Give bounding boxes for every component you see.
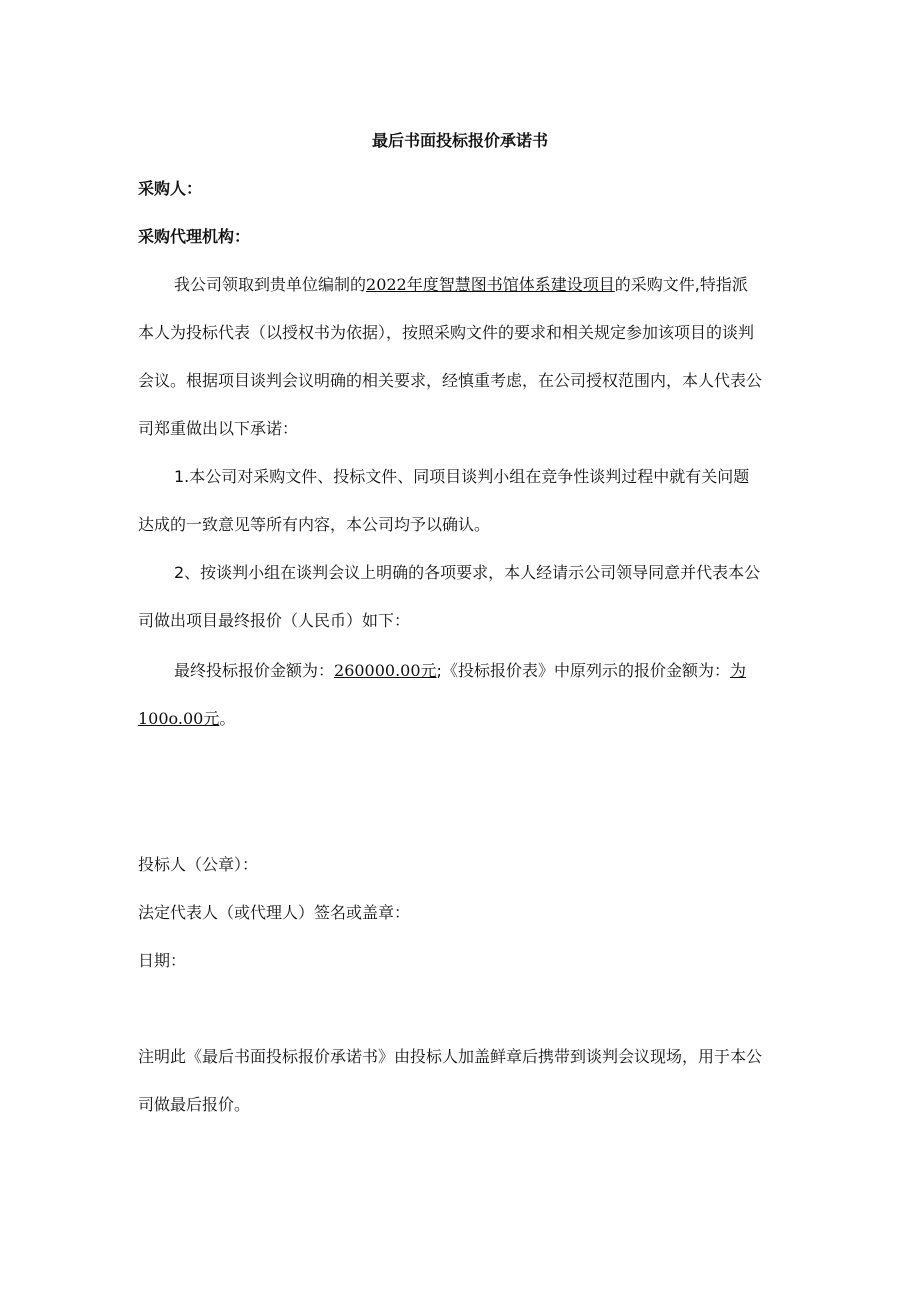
- document-title: 最后书面投标报价承诺书: [371, 131, 548, 150]
- item1-line-2: 达成的一致意见等所有内容，本公司均予以确认。: [138, 515, 491, 534]
- intro-prefix: 我公司领取到贵单位编制的: [174, 275, 367, 294]
- purchaser-label: 采购人：: [138, 179, 203, 198]
- agency-label: 采购代理机构：: [138, 227, 251, 246]
- item1-line-1: 1.本公司对采购文件、投标文件、同项目谈判小组在竞争性谈判过程中就有关问题: [174, 467, 750, 486]
- date-label: 日期：: [138, 951, 187, 970]
- price-prefix: 最终投标报价金额为：: [174, 661, 335, 680]
- legal-rep-label: 法定代表人（或代理人）签名或盖章：: [138, 903, 411, 922]
- intro-line-4: 司郑重做出以下承诺：: [138, 419, 299, 438]
- price-line-2: [138, 706, 235, 729]
- intro-line-1: [174, 272, 748, 295]
- price-middle: ;《投标报价表》中原列示的报价金额为：: [436, 661, 730, 680]
- item2-line-1: 2、按谈判小组在谈判会议上明确的各项要求，本人经请示公司领导同意并代表本公: [174, 563, 761, 582]
- price-end: 。: [219, 709, 236, 728]
- item2-line-2: 司做出项目最终报价（人民币）如下：: [138, 611, 411, 630]
- intro-line-2: 本人为投标代表（以授权书为依据），按照采购文件的要求和相关规定参加该项目的谈判: [138, 323, 755, 342]
- note-line-2: 司做最后报价。: [138, 1095, 251, 1114]
- intro-line-3: 会议。根据项目谈判会议明确的相关要求，经慎重考虑，在公司授权范围内，本人代表公: [138, 371, 763, 390]
- bidder-seal-label: 投标人（公章）：: [138, 855, 259, 874]
- original-price-amount: 100o.00元: [138, 709, 220, 728]
- project-name: 2022年度智慧图书馆体系建设项目: [366, 275, 615, 294]
- price-amount2-prefix: 为: [729, 661, 746, 680]
- price-line-1: [174, 658, 746, 681]
- final-price-amount: 260000.00元: [334, 661, 437, 680]
- intro-suffix: 的采购文件,特指派: [614, 275, 748, 294]
- note-line-1: 注明此《最后书面投标报价承诺书》由投标人加盖鲜章后携带到谈判会议现场，用于本公: [138, 1047, 763, 1066]
